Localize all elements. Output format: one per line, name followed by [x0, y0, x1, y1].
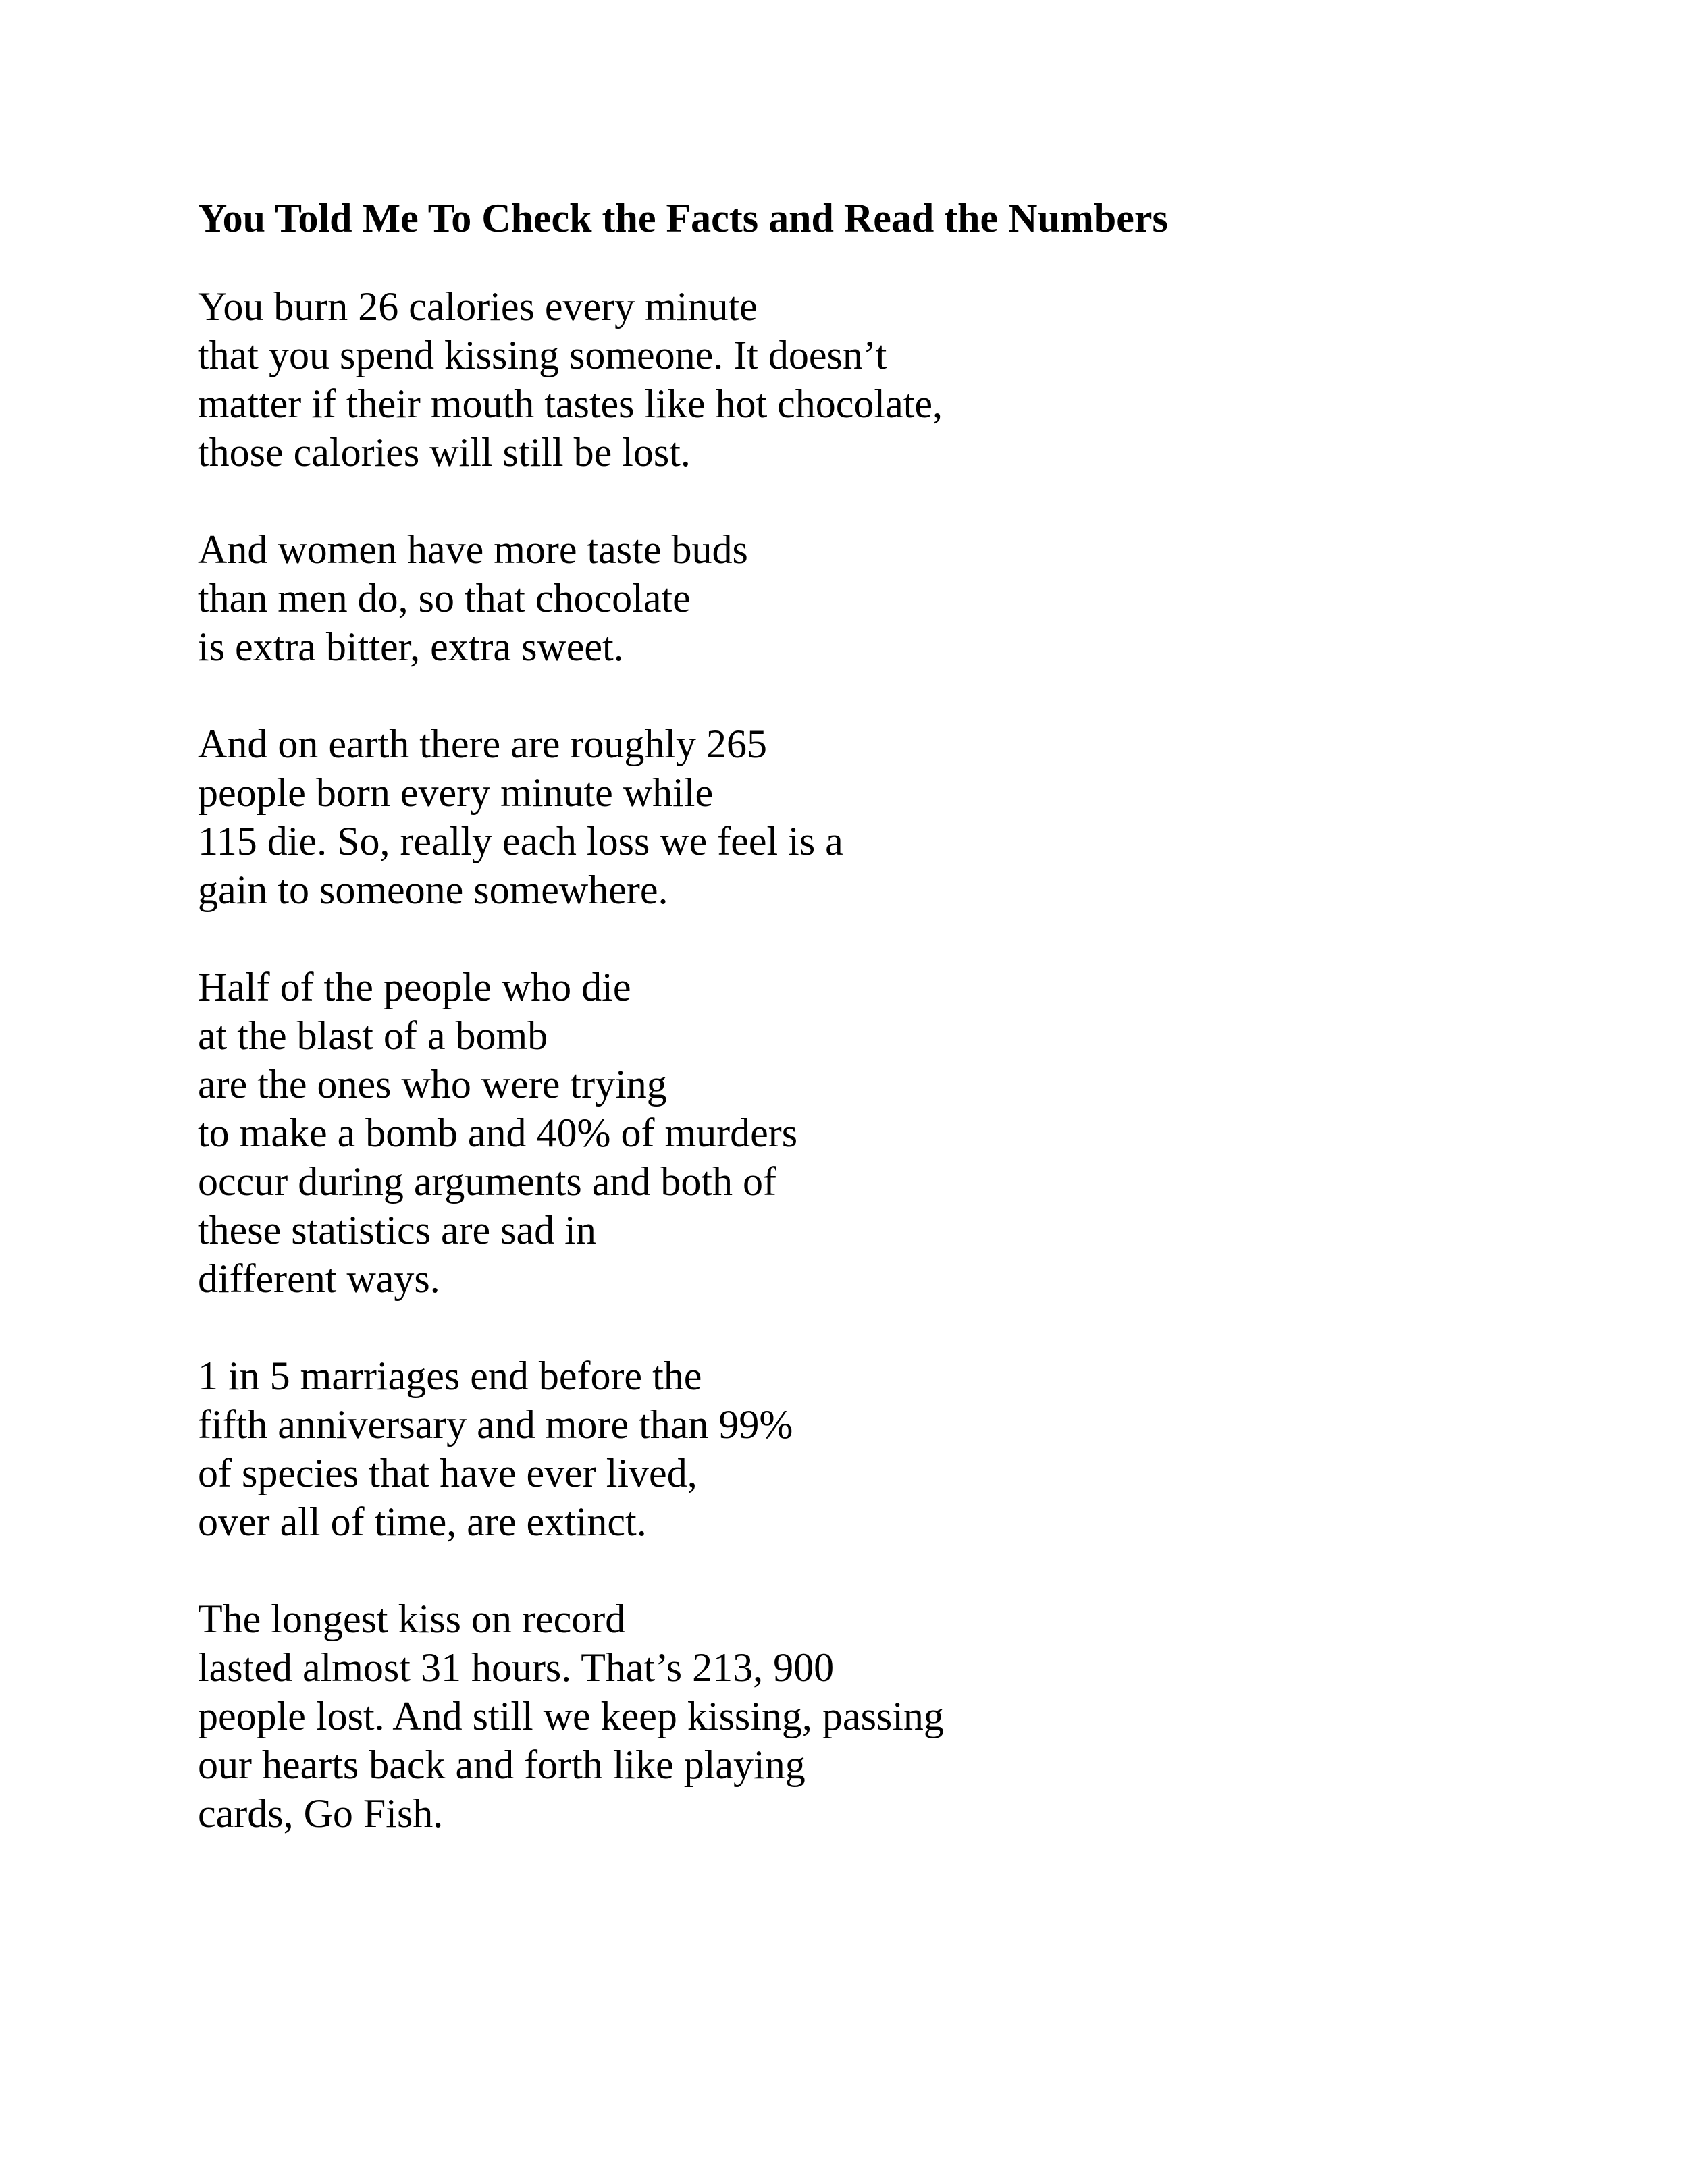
poem-line: is extra bitter, extra sweet. [198, 624, 624, 669]
poem-line: cards, Go Fish. [198, 1791, 444, 1836]
stanza-2 [198, 525, 1548, 671]
stanza-4 [198, 963, 1548, 1303]
poem-line: matter if their mouth tastes like hot chocolate, [198, 381, 943, 426]
poem-line: And on earth there are roughly 265 [198, 722, 768, 766]
poem-line: these statistics are sad in [198, 1208, 596, 1252]
poem-line: You burn 26 calories every minute [198, 284, 758, 329]
poem-line: Half of the people who die [198, 965, 631, 1009]
poem-line: that you spend kissing someone. It doesn’t [198, 333, 887, 377]
poem-line: fifth anniversary and more than 99% [198, 1402, 793, 1447]
poem-line: occur during arguments and both of [198, 1159, 777, 1204]
stanza-1 [198, 282, 1548, 477]
poem-line: And women have more taste buds [198, 527, 748, 572]
poem-line: our hearts back and forth like playing [198, 1742, 806, 1787]
poem-line: 1 in 5 marriages end before the [198, 1354, 702, 1398]
poem-line: people lost. And still we keep kissing, passing [198, 1694, 944, 1738]
poem-line: 115 die. So, really each loss we feel is a [198, 819, 843, 863]
stanza-3 [198, 720, 1548, 914]
stanza-5 [198, 1352, 1548, 1546]
poem-line: to make a bomb and 40% of murders [198, 1111, 798, 1155]
stanza-6 [198, 1595, 1548, 1838]
poem-line: gain to someone somewhere. [198, 868, 668, 912]
poem-line: are the ones who were trying [198, 1062, 667, 1107]
poem-body [198, 282, 1548, 1886]
poem-title: You Told Me To Check the Facts and Read the Numbers [198, 196, 1168, 240]
poem-line: different ways. [198, 1256, 440, 1301]
poem-line: those calories will still be lost. [198, 430, 691, 475]
poem-line: than men do, so that chocolate [198, 576, 691, 620]
poem-line: over all of time, are extinct. [198, 1499, 647, 1544]
poem-line: lasted almost 31 hours. That’s 213, 900 [198, 1645, 835, 1690]
poem-line: people born every minute while [198, 770, 714, 815]
poem-line: at the blast of a bomb [198, 1013, 548, 1058]
poem-line: of species that have ever lived, [198, 1451, 697, 1495]
poem-line: The longest kiss on record [198, 1597, 626, 1641]
